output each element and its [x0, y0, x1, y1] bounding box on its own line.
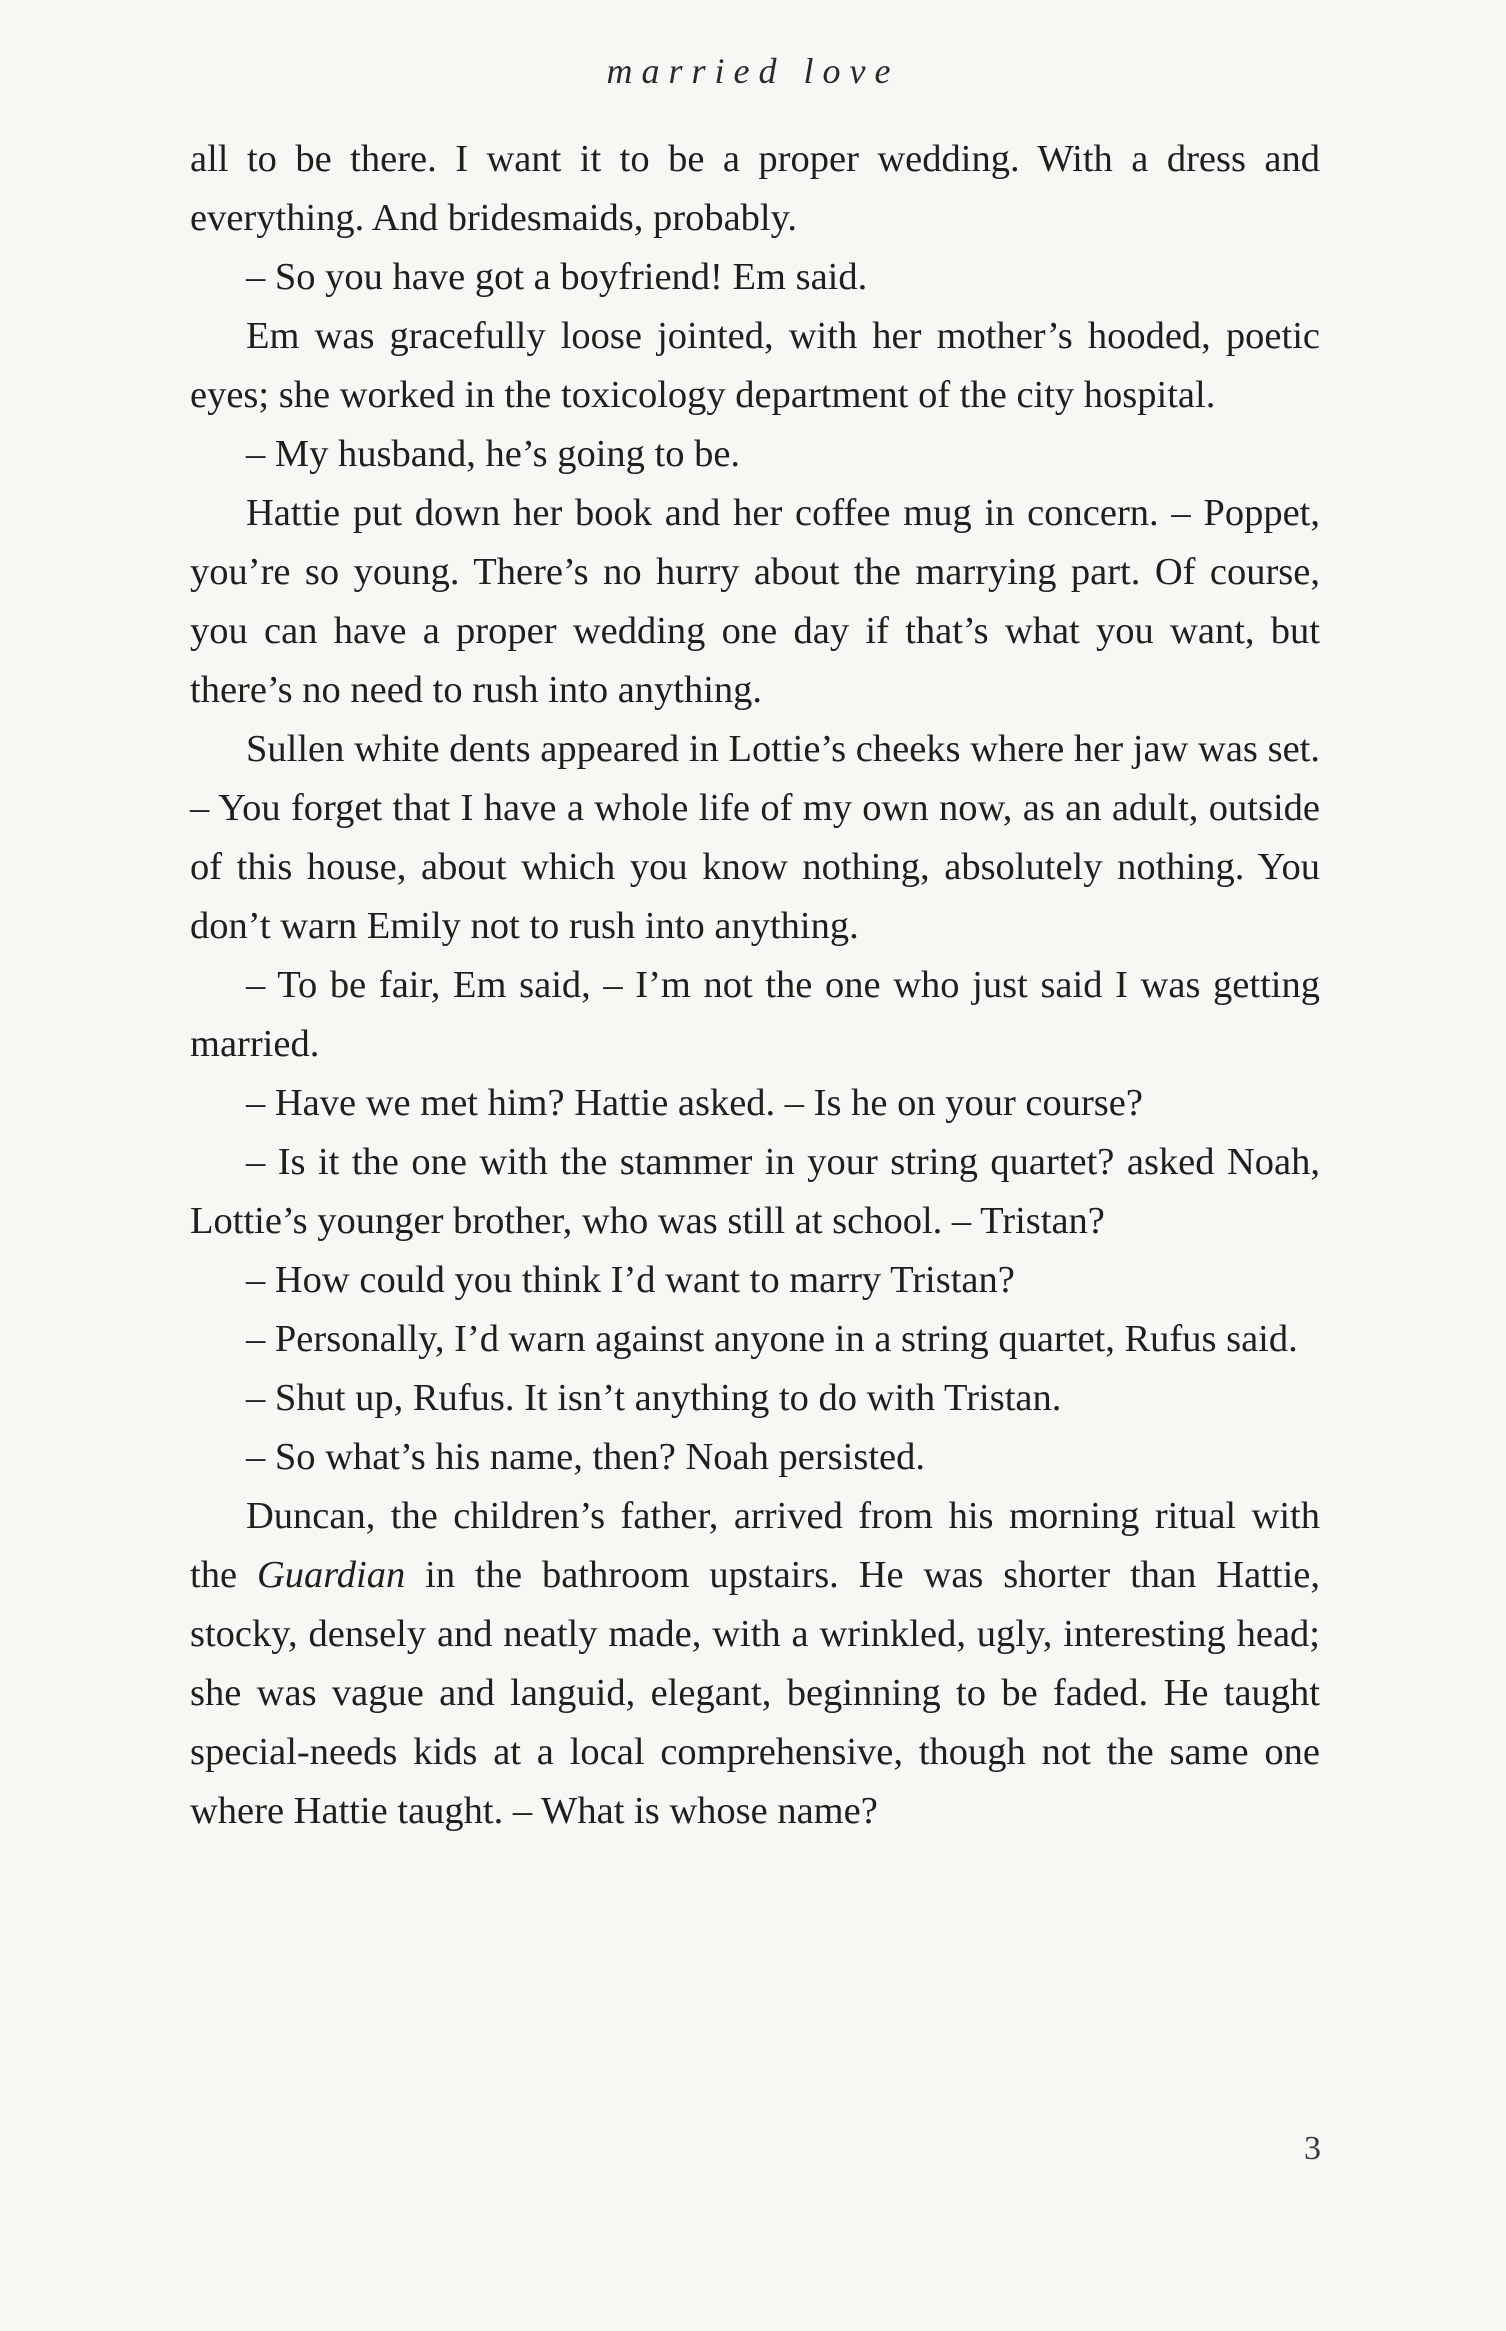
page-number: 3 [1304, 2130, 1321, 2167]
paragraph: all to be there. I want it to be a proper wedding. With a dress and everything. And bridesmaids, probably. [190, 138, 1320, 239]
paragraph: – To be fair, Em said, – I’m not the one who just said I was getting married. [190, 964, 1320, 1065]
paragraph: – So what’s his name, then? Noah persisted. [246, 1436, 925, 1478]
paragraph: – Have we met him? Hattie asked. – Is he on your course? [246, 1082, 1143, 1124]
paragraph: Em was gracefully loose jointed, with her mother’s hooded, poetic eyes; she worked in the toxicology department of the city hospital. [190, 315, 1320, 416]
paragraph-final [190, 1487, 1320, 1841]
paragraph: Hattie put down her book and her coffee mug in concern. – Poppet, you’re so young. There’s no hurry about the marrying part. Of course, you can have a proper wedding one day if that’s what you want, but there’s no need to rush into anything. [190, 492, 1320, 711]
paragraph: – Is it the one with the stammer in your string quartet? asked Noah, Lottie’s younger brother, who was still at school. – Tristan? [190, 1141, 1320, 1242]
newspaper-title: Guardian [256, 1554, 406, 1596]
paragraph: – So you have got a boyfriend! Em said. [246, 256, 868, 298]
paragraph: – My husband, he’s going to be. [246, 433, 741, 475]
running-head: married love [606, 51, 900, 91]
paragraph: – Shut up, Rufus. It isn’t anything to do with Tristan. [246, 1377, 1062, 1419]
paragraph: – How could you think I’d want to marry Tristan? [246, 1259, 1015, 1301]
text-run: Duncan, the children’s father, arrived from his morning ritual with the [190, 1495, 1320, 1596]
text-run: in the bathroom upstairs. He was shorter than Hattie, stocky, densely and neatly made, with a wrinkled, ugly, interesting head; she was vague and languid, elegant, beginning to be faded. He taught special-needs kids at a local comprehensive, though not the same one where Hattie taught. – What is whose name? [190, 1554, 1320, 1832]
paragraph: – Personally, I’d warn against anyone in a string quartet, Rufus said. [246, 1318, 1298, 1360]
body-text [190, 130, 1320, 1841]
paragraph: Sullen white dents appeared in Lottie’s cheeks where her jaw was set. – You forget that I have a whole life of my own now, as an adult, outside of this house, about which you know nothing, absolutely nothing. You don’t warn Emily not to rush into anything. [190, 728, 1320, 947]
